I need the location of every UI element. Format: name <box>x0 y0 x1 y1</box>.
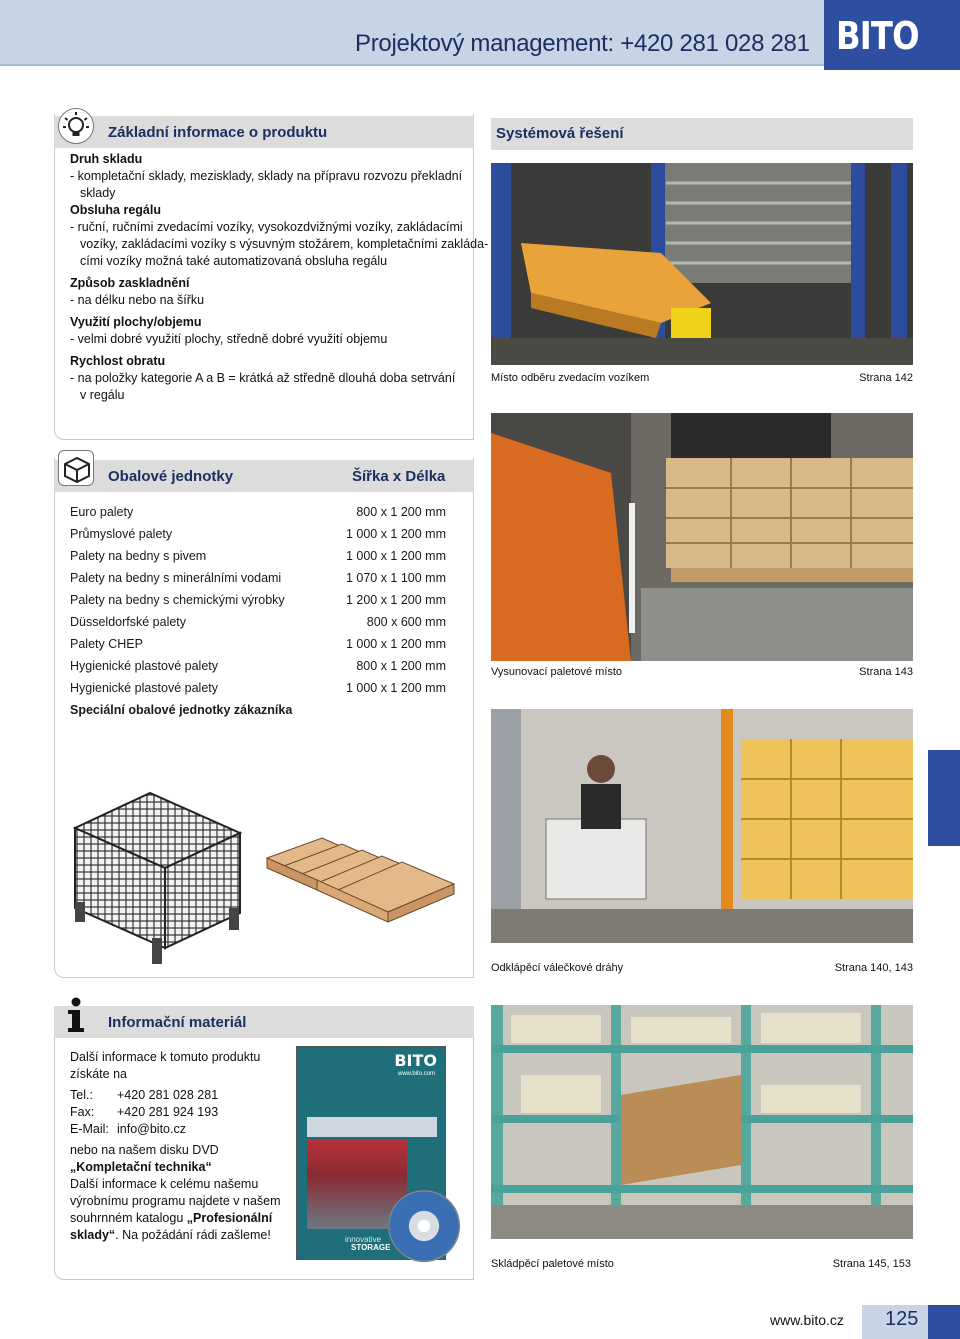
table-row <box>70 637 446 659</box>
page-reference[interactable]: Strana 145, 153 <box>832 1258 911 1270</box>
section-line: - velmi dobré využití plochy, středně dobré využití objemu <box>70 332 388 346</box>
info-material-title: Informační materiál <box>108 1014 247 1031</box>
section-heading: Využití plochy/objemu <box>70 315 202 329</box>
unit-size: 1 000 x 1 200 mm <box>345 527 446 541</box>
table-row <box>70 549 446 571</box>
unit-size: 800 x 600 mm <box>366 615 446 629</box>
header-title: Projektový management: +420 281 028 281 <box>355 30 810 57</box>
closing-text: . Na požádání rádi zašleme! <box>115 1228 271 1242</box>
tel-row <box>70 1087 290 1104</box>
catalog-name: „Profesionální <box>186 1211 273 1225</box>
unit-size: 1 200 x 1 200 mm <box>345 593 446 607</box>
special-units: Speciální obalové jednotky zákazníka <box>70 703 293 717</box>
section-heading: Rychlost obratu <box>70 354 166 368</box>
tel-label: Tel.: <box>70 1088 93 1102</box>
page-number: 125 <box>885 1308 919 1330</box>
intro-line: Další informace k tomuto produktu <box>70 1050 261 1064</box>
photo-caption: Odklápěcí válečkové dráhy <box>491 962 624 974</box>
unit-size: 1 000 x 1 200 mm <box>345 637 446 651</box>
table-row <box>70 593 446 615</box>
photo-folding-pallet <box>491 1005 913 1239</box>
page-reference[interactable]: Strana 143 <box>859 666 913 678</box>
section-line: v regálu <box>80 388 125 402</box>
brand-logo <box>824 0 960 70</box>
page-reference[interactable]: Strana 140, 143 <box>834 962 913 974</box>
unit-name: Palety CHEP <box>70 637 143 651</box>
photo-roller-tracks <box>491 709 913 943</box>
pallet-illustration <box>262 818 458 928</box>
unit-name: Hygienické plastové palety <box>70 681 218 695</box>
section-line: - ruční, ručními zvedacími vozíky, vysokozdvižnými vozíky, zakládacími <box>70 220 463 234</box>
more-line <box>70 1210 290 1227</box>
fax-row <box>70 1104 290 1121</box>
dvd-disc <box>388 1190 460 1262</box>
section-line: - kompletační sklady, mezisklady, sklady na přípravu rozvozu překladní <box>70 169 463 183</box>
photo-caption: Skládpěcí paletové místo <box>491 1258 614 1270</box>
closing-line <box>70 1227 290 1244</box>
info-icon <box>58 996 94 1034</box>
unit-name: Palety na bedny s pivem <box>70 549 207 563</box>
footer-url[interactable]: www.bito.cz <box>770 1312 844 1328</box>
packaging-units-title: Obalové jednotky <box>108 468 234 485</box>
unit-size: 800 x 1 200 mm <box>356 659 446 673</box>
table-row <box>70 659 446 681</box>
unit-name: Düsseldorfské palety <box>70 615 187 629</box>
unit-size: 1 000 x 1 200 mm <box>345 681 446 695</box>
photo-caption: Vysunovací paletové místo <box>491 666 623 678</box>
more-line: Další informace k celému našemu <box>70 1177 259 1191</box>
email-row <box>70 1121 290 1138</box>
photo-pick-location <box>491 163 913 365</box>
section-tab <box>928 750 960 846</box>
page-reference[interactable]: Strana 142 <box>859 372 913 384</box>
page-number-bar <box>928 1305 960 1339</box>
logo-text: BITO <box>836 14 919 58</box>
unit-name: Euro palety <box>70 505 134 519</box>
systems-title: Systémová řešení <box>496 125 624 142</box>
section-heading: Obsluha regálu <box>70 203 161 217</box>
catalog-name-end: sklady“ <box>70 1228 116 1242</box>
box-icon <box>58 450 94 486</box>
catalog-url: www.bito.com <box>397 1071 435 1077</box>
unit-name: Hygienické plastové palety <box>70 659 218 673</box>
section-line: sklady <box>80 186 116 200</box>
dvd-name: „Kompletační technika“ <box>70 1160 212 1174</box>
unit-name: Palety na bedny s minerálními vodami <box>70 571 282 585</box>
table-row <box>70 505 446 527</box>
section-heading: Způsob zaskladnění <box>70 276 190 290</box>
section-heading: Druh skladu <box>70 152 143 166</box>
fax-label: Fax: <box>70 1105 95 1119</box>
photo-caption: Místo odběru zvedacím vozíkem <box>491 372 650 384</box>
lightbulb-icon <box>58 108 94 144</box>
catalog-label: innovative <box>345 1235 382 1244</box>
special-units-row <box>70 703 446 725</box>
width-length-header: Šířka x Délka <box>352 468 446 485</box>
more-line: výrobnímu programu najdete v našem <box>70 1194 281 1208</box>
product-info-body <box>70 151 489 404</box>
table-row <box>70 681 446 703</box>
section-line: - na délku nebo na šířku <box>70 293 205 307</box>
product-info-title: Základní informace o produktu <box>108 124 328 141</box>
unit-size: 800 x 1 200 mm <box>356 505 446 519</box>
unit-size: 1 070 x 1 100 mm <box>345 571 446 585</box>
section-line: vozíky, zakládacími vozíky s výsuvným stožárem, kompletačními zakláda- <box>80 237 489 251</box>
more-line-text: souhrnném katalogu <box>70 1211 187 1225</box>
photo-pull-out-pallet <box>491 413 913 661</box>
dvd-line: nebo na našem disku DVD <box>70 1143 219 1157</box>
table-row <box>70 527 446 549</box>
fax-value: +420 281 924 193 <box>117 1105 219 1119</box>
catalog-photo-strip <box>307 1117 437 1137</box>
table-row <box>70 615 446 637</box>
unit-name: Průmyslové palety <box>70 527 173 541</box>
unit-size: 1 000 x 1 200 mm <box>345 549 446 563</box>
mesh-box-illustration <box>70 788 245 968</box>
catalog-label: STORAGE <box>351 1243 391 1252</box>
page-header <box>0 0 960 66</box>
section-line: - na položky kategorie A a B = krátká až středně dlouhá doba setrvání <box>70 371 456 385</box>
intro-line: získáte na <box>70 1067 127 1081</box>
unit-name: Palety na bedny s chemickými výrobky <box>70 593 285 607</box>
email-label: E-Mail: <box>70 1122 109 1136</box>
table-row <box>70 571 446 593</box>
email-link[interactable]: info@bito.cz <box>117 1122 186 1136</box>
tel-value[interactable]: +420 281 028 281 <box>117 1088 219 1102</box>
section-line: cími vozíky možná také automatizovaná obsluha regálu <box>80 254 388 268</box>
info-material-body <box>70 1049 290 1244</box>
catalog-logo: BITO <box>394 1051 437 1070</box>
